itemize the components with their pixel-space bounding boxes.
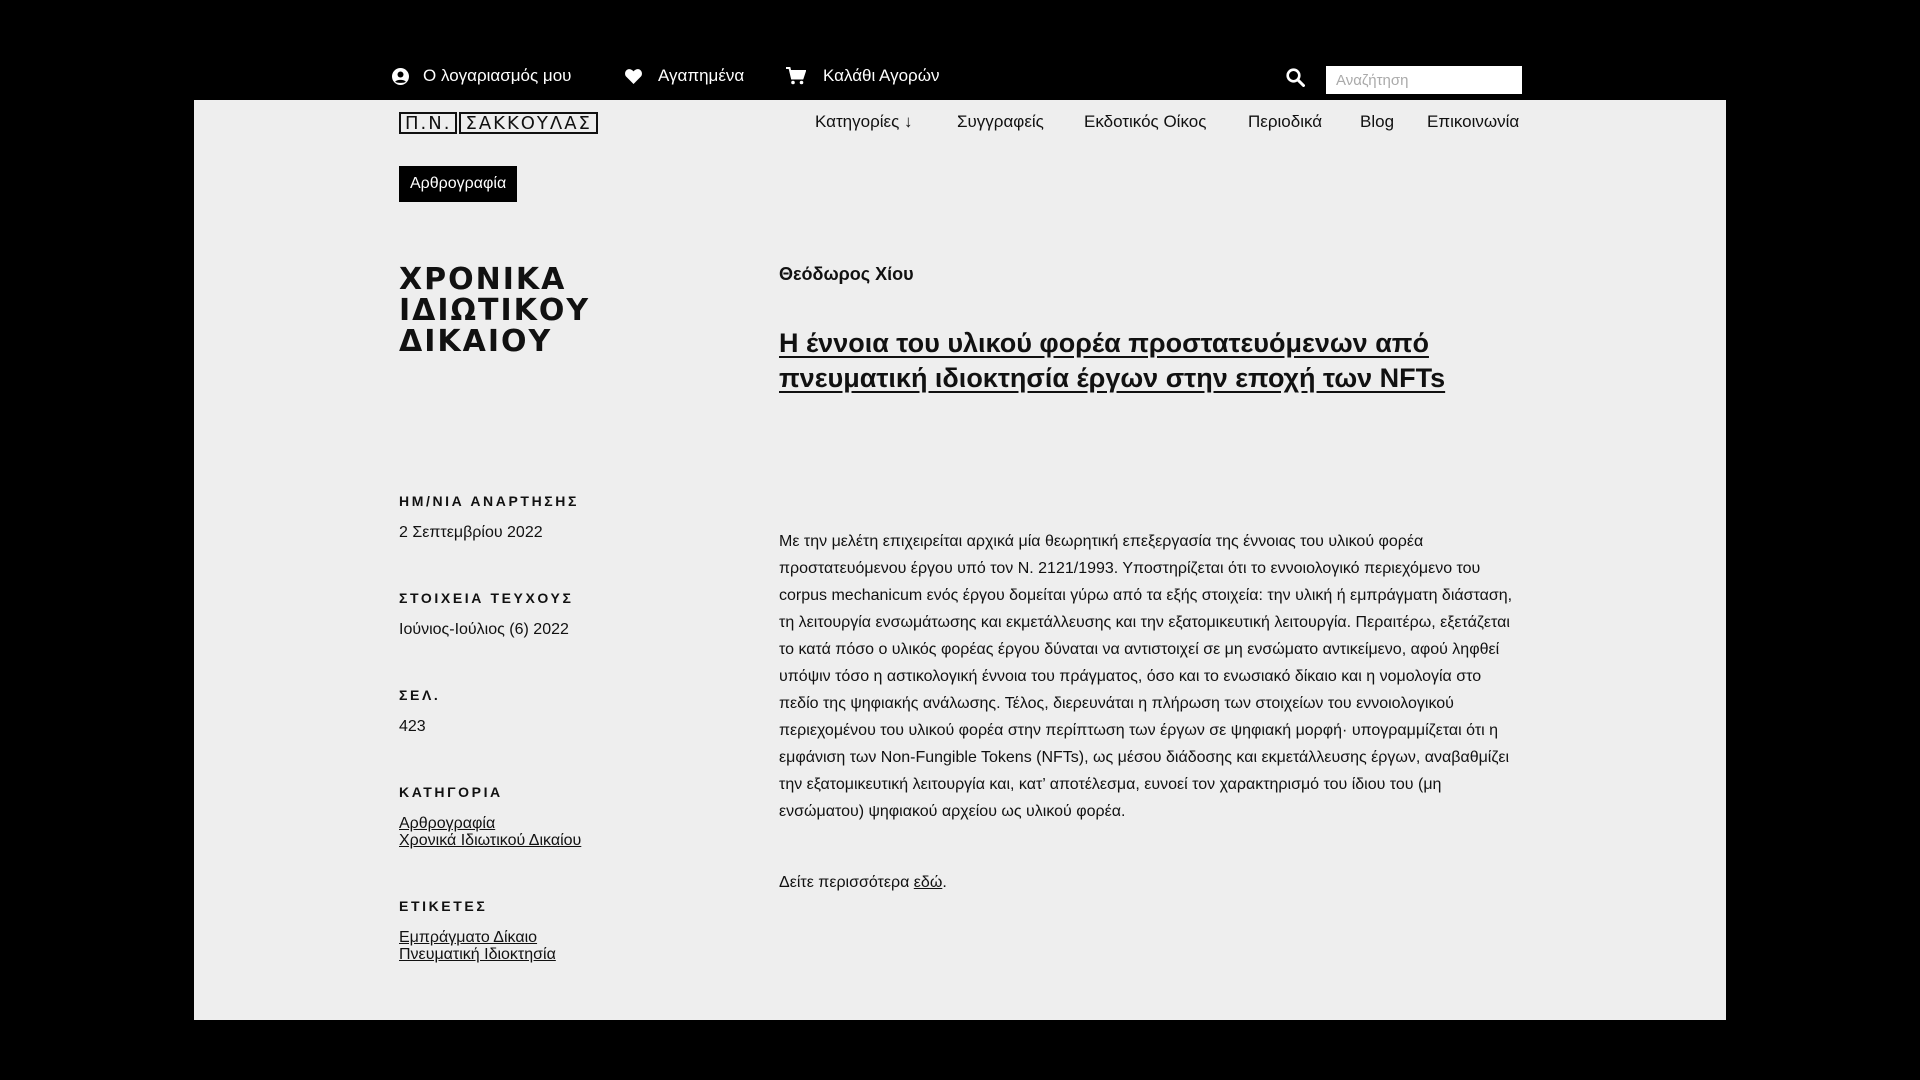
date-value: 2 Σεπτεμβρίου 2022	[399, 524, 543, 541]
see-more-period: .	[942, 874, 947, 891]
publisher-logo[interactable]	[399, 112, 598, 134]
article-abstract: Με την μελέτη επιχειρείται αρχικά μία θεωρητική επεξεργασία της έννοιας του υλικού φορέα προστατευόμενου έργου υπό τον Ν. 2121/1993. Υποστηρίζεται ότι το εννοιολογικό περιεχόμενο του corpus mechanicum ενός έργου δομείται γύρω από τα εξής στοιχεία: την υλική ή εμπράγματη διάσταση, τη λειτουργία ενσωμάτωσης και εκμετάλλευσης και την εξατομικευτική λειτουργία. Περαιτέρω, εξετάζεται το κατά πόσο ο υλικός φορέας έργου δύναται να αντιστοιχεί σε μη ενσώματο αντικείμενο, αφού ληφθεί υπόψιν τόσο η αστικολογική έννοια του πράγματος, όσο και το ενωσιακό δίκαιο και η νομολογία στο πεδίο της ψηφιακής ανάλωσης. Τέλος, διερευνάται η πλήρωση των στοιχείων του εννοιολογικού περιεχομένου του υλικού φορέα στην περίπτωση των έργων σε ψηφιακή μορφή· υπογραμμίζεται ότι η εμφάνιση των Non-Fungible Tokens (NFTs), ως μέσου διάδοσης και εκμετάλλευσης έργων, αναβαθμίζει την εξατομικευτική λειτουργία και, κατ’ αποτέλεσμα, ευνοεί τον χαρακτηρισμό του ίδιου του (μη ενσώματου) ψηφιακού αρχείου ως υλικού φορέα.	[779, 533, 1513, 820]
see-more-link[interactable]: εδώ	[913, 874, 943, 891]
search-input[interactable]	[1326, 66, 1522, 94]
see-more-text: Δείτε περισσότερα	[779, 874, 914, 891]
account-link[interactable]	[392, 66, 571, 86]
logo-initials: Π.Ν.	[399, 112, 457, 134]
logo-name: ΣΑΚΚΟΥΛΑΣ	[459, 112, 597, 134]
account-label: Ο λογαριασμός μου	[423, 66, 572, 85]
page-value: 423	[399, 718, 426, 735]
top-utility-bar	[0, 0, 1920, 100]
article-author: Θεόδωρος Χίου	[779, 264, 914, 284]
date-label: ΗΜ/ΝΙΑ ΑΝΑΡΤΗΣΗΣ	[399, 493, 579, 509]
nav-periodicals[interactable]: Περιοδικά	[1248, 112, 1323, 131]
nav-contact[interactable]: Επικοινωνία	[1427, 112, 1520, 131]
nav-blog[interactable]: Blog	[1360, 112, 1395, 131]
issue-label: ΣΤΟΙΧΕΙΑ ΤΕΥΧΟΥΣ	[399, 590, 574, 606]
tags-label: ΕΤΙΚΕΤΕΣ	[399, 898, 488, 914]
category-badge[interactable]: Αρθρογραφία	[399, 166, 517, 202]
user-circle-icon	[392, 68, 409, 85]
search-icon[interactable]	[1286, 68, 1305, 87]
nav-authors[interactable]: Συγγραφείς	[957, 112, 1044, 131]
heart-icon	[625, 69, 642, 84]
favorites-label: Αγαπημένα	[658, 66, 745, 85]
see-more-line	[779, 874, 947, 892]
issue-value: Ιούνιος-Ιούλιος (6) 2022	[399, 621, 569, 638]
category-link-articles[interactable]: Αρθρογραφία	[399, 815, 496, 832]
category-label: ΚΑΤΗΓΟΡΙΑ	[399, 784, 503, 800]
tag-link-property-law[interactable]: Εμπράγματο Δίκαιο	[399, 929, 538, 946]
cart-link[interactable]	[786, 66, 939, 86]
nav-publisher[interactable]: Εκδοτικός Οίκος	[1084, 112, 1207, 131]
journal-title: ΧΡΟΝΙΚΑ ΙΔΙΩΤΙΚΟΥ ΔΙΚΑΙΟΥ	[399, 262, 591, 359]
tag-link-intellectual-property[interactable]: Πνευματική Ιδιοκτησία	[399, 946, 556, 963]
category-link-journal[interactable]: Χρονικά Ιδιωτικού Δικαίου	[399, 832, 582, 849]
cart-label: Καλάθι Αγορών	[823, 66, 940, 85]
shopping-cart-icon	[786, 67, 806, 85]
page-label: ΣΕΛ.	[399, 687, 441, 703]
nav-categories[interactable]: Κατηγορίες ↓	[815, 112, 913, 131]
favorites-link[interactable]	[625, 66, 744, 86]
article-title[interactable]: Η έννοια του υλικού φορέα προστατευόμενων από πνευματική ιδιοκτησία έργων στην εποχή των NFTs	[779, 328, 1446, 393]
